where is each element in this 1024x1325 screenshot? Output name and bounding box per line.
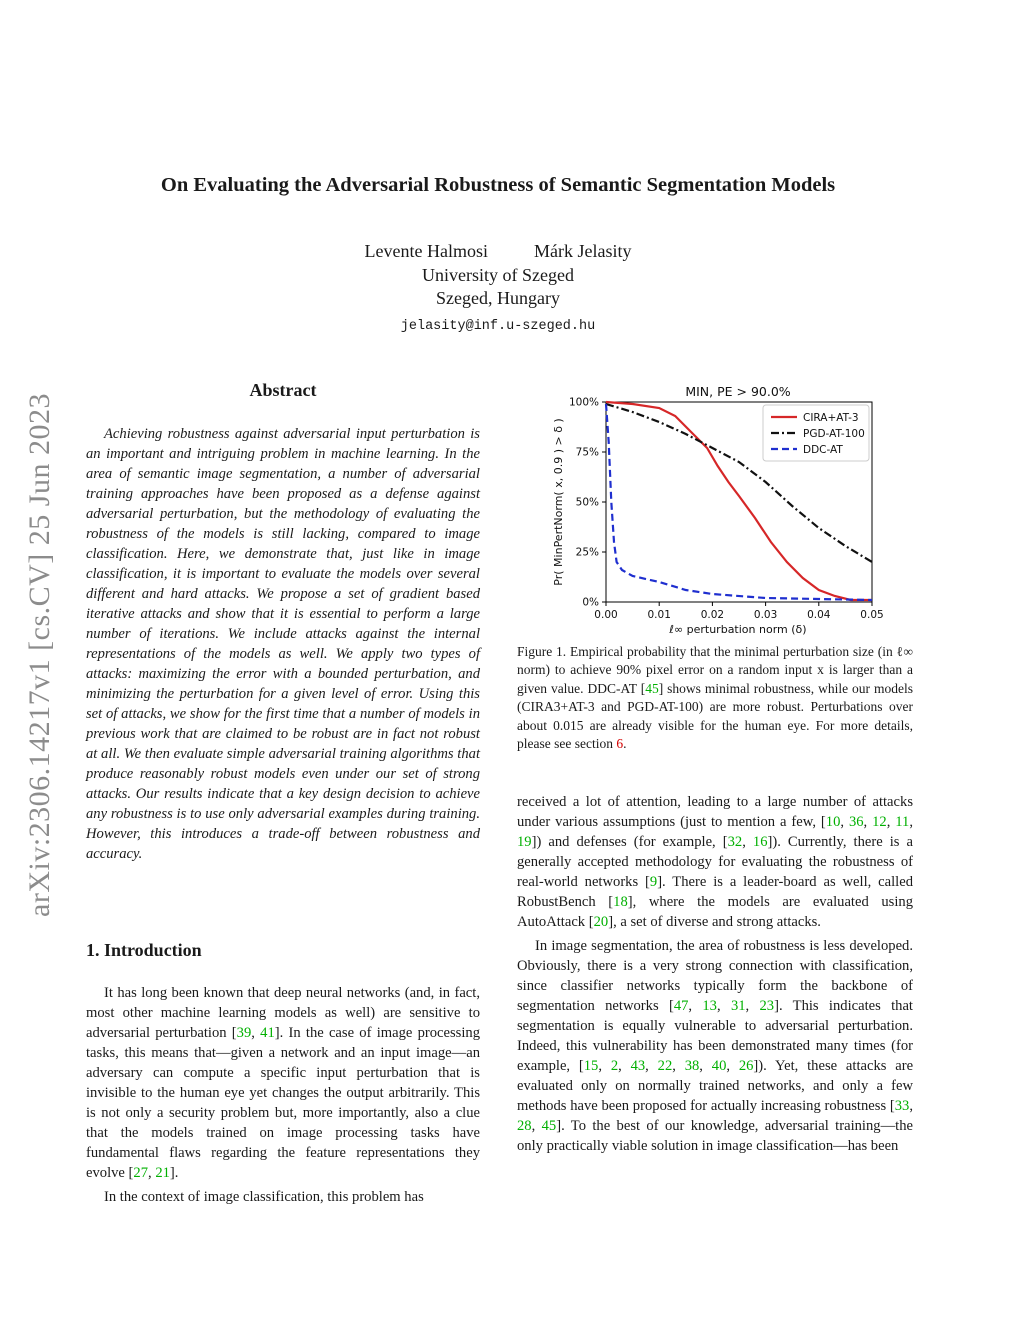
author-name: Márk Jelasity — [533, 241, 632, 261]
citation-link[interactable]: 36 — [848, 814, 864, 830]
author-block — [300, 240, 696, 338]
paragraph: received a lot of attention, leading to a large number of attacks under various assumptions (just to mention a few, [10, 36, 12, 11, 19]) and defenses (for example, [32, 16]). Currently, there is a generally accepted methodology for evaluating the robustness of real-world networks [9]. There is a leader-board as well, called RobustBench [18], where the models are evaluated using AutoAttack [20], a set of diverse and strong attacks. — [517, 794, 914, 930]
citation-group: 33, 28, 45 — [517, 1098, 913, 1134]
citation-group: 47, 13, 31, 23 — [673, 998, 775, 1014]
x-tick-label: 0.04 — [807, 609, 831, 621]
citation-link[interactable]: 31 — [730, 998, 746, 1014]
citation-link[interactable]: 20 — [593, 914, 609, 930]
citation-group: 32, 16 — [727, 834, 768, 850]
y-tick-label: 75% — [575, 446, 599, 459]
section-heading: 1. Introduction — [86, 940, 202, 960]
citation-link[interactable]: 39 — [236, 1025, 252, 1041]
citation-link[interactable]: 33 — [894, 1098, 910, 1114]
y-tick-label: 100% — [568, 396, 599, 409]
chart-legend — [763, 405, 869, 461]
x-tick-label: 0.03 — [753, 609, 778, 621]
intro-column — [86, 983, 480, 1211]
citation-link[interactable]: 19 — [517, 834, 532, 850]
right-column — [517, 792, 913, 1160]
citation-link[interactable]: 47 — [673, 998, 689, 1014]
y-tick-label: 25% — [575, 546, 599, 559]
author-name: Levente Halmosi — [364, 241, 488, 261]
y-tick-label: 50% — [575, 496, 599, 509]
paragraph: In the context of image classification, this problem has — [104, 1189, 424, 1205]
citation-group: 15, 2, 43, 22, 38, 40, 26 — [583, 1058, 754, 1074]
paragraph: In image segmentation, the area of robustness is less developed. Obviously, there is a very strong connection with classification, since classifier networks typically form the backbone of segmentation networks [47, 13, 31, 23]. This indicates that segmentation is equally vulnerable to adversarial perturbation. Indeed, this vulnerability has been demonstrated many times (for example, [15, 2, 43, 22, 38, 40, 26]). Yet, these attacks are evaluated only on normally trained networks, and only a few methods have been proposed for actually increasing robustness [33, 28, 45]. To the best of our knowledge, adversarial training—the only practically viable solution in image classification—has been — [517, 938, 914, 1154]
citation-link[interactable]: 9 — [649, 874, 658, 890]
figure-1 — [517, 380, 913, 642]
citation-link[interactable]: 23 — [759, 998, 775, 1014]
citation-link[interactable]: 16 — [752, 834, 768, 850]
citation-link[interactable]: 38 — [684, 1058, 700, 1074]
x-tick-label: 0.00 — [594, 609, 618, 621]
citation-link[interactable]: 26 — [738, 1058, 754, 1074]
citation-link[interactable]: 2 — [610, 1058, 619, 1074]
citation-link[interactable]: 32 — [727, 834, 743, 850]
citation-link[interactable]: 10 — [825, 814, 841, 830]
citation-link[interactable]: 45 — [645, 680, 659, 696]
citation-link[interactable]: 12 — [872, 814, 887, 830]
citation-link[interactable]: 27 — [133, 1165, 149, 1181]
section-link[interactable]: 6 — [616, 736, 624, 752]
legend-label: CIRA+AT-3 — [803, 412, 859, 424]
arxiv-identifier: arXiv:2306.14217v1 [cs.CV] 25 Jun 2023 — [23, 393, 56, 917]
citation-link[interactable]: 41 — [260, 1025, 275, 1041]
affiliation: University of Szeged — [422, 264, 574, 285]
citation-link[interactable]: 11 — [895, 814, 910, 830]
citation-link[interactable]: 45 — [541, 1118, 557, 1134]
chart-svg — [517, 380, 913, 642]
legend-label: DDC-AT — [803, 444, 843, 456]
paragraph: It has long been known that deep neural networks (and, in fact, most other machine learning models as well) are sensitive to adversarial perturbation [39, 41]. In the case of image processing tasks, this means that—given a network and an input image—an adversary can compute a specific input perturbation that is invisible to the human eye yet changes the output arbitrarily. This is not only a security problem but, more importantly, also a clue that the models trained on image processing tasks have fundamental flaws regarding the feature representations they evolve [27, 21]. — [86, 985, 480, 1181]
citation-link[interactable]: 18 — [613, 894, 628, 910]
citation-link[interactable]: 15 — [583, 1058, 599, 1074]
citation-link[interactable]: 43 — [630, 1058, 646, 1074]
chart-title: MIN, PE > 90.0% — [685, 384, 791, 399]
paper-title: On Evaluating the Adversarial Robustness of Semantic Segmentation Models — [160, 174, 836, 196]
y-axis-label: Pr( MinPertNorm( x, 0.9 ) > δ ) — [552, 418, 565, 586]
citation-group: 10, 36, 12, 11, 19 — [517, 814, 914, 850]
figure-caption: Figure 1. Empirical probability that the minimal perturbation size (in ℓ∞ norm) to achieve 90% pixel error on a random input x is larger than a given value. DDC-AT [45] shows minimal robustness, while our models (CIRA3+AT-3 and PGD-AT-100) are more robust. Perturbations over about 0.015 are already visible for the human eye. For more details, please see section 6. — [517, 644, 913, 752]
citation-link[interactable]: 28 — [517, 1118, 532, 1134]
author-email[interactable]: jelasity@inf.u-szeged.hu — [400, 318, 596, 334]
x-tick-label: 0.02 — [700, 609, 725, 621]
x-axis-label: ℓ∞ perturbation norm (δ) — [669, 623, 807, 636]
y-tick-label: 0% — [582, 596, 599, 609]
legend-label: PGD-AT-100 — [803, 428, 865, 440]
x-tick-label: 0.05 — [860, 609, 884, 621]
x-tick-label: 0.01 — [647, 609, 671, 621]
abstract-heading: Abstract — [249, 380, 317, 400]
citation-link[interactable]: 40 — [711, 1058, 727, 1074]
abstract-text: Achieving robustness against adversarial input perturbation is an important and intriguing problem in machine learning. In the area of semantic image segmentation, a number of adversarial training approaches have been proposed as a defense against adversarial perturbation, but the methodology of evaluating the robustness of the models is still lacking, compared to image classification. Here, we demonstrate that, just like in image classification, it is important to evaluate the models over several different and hard attacks. We propose a set of gradient based iterative attacks and show that it is essential to perform a large number of iterations. We include attacks against the internal representations of the models as well. We apply two types of attacks: maximizing the error with a bounded perturbation, and minimizing the perturbation for a given level of error. Using this set of attacks, we show for the first time that a number of models in previous work that are claimed to be robust are in fact not robust at all. We then evaluate simple adversarial training algorithms that produce reasonably robust models even under our set of strong attacks. Our results indicate that a key design decision to achieve any robustness is to use only adversarial examples during training. However, this introduces a trade-off between robustness and accuracy. — [86, 426, 480, 862]
citation-link[interactable]: 13 — [702, 998, 717, 1014]
citation-link[interactable]: 21 — [155, 1165, 170, 1181]
location: Szeged, Hungary — [436, 288, 560, 308]
citation-link[interactable]: 22 — [657, 1058, 673, 1074]
